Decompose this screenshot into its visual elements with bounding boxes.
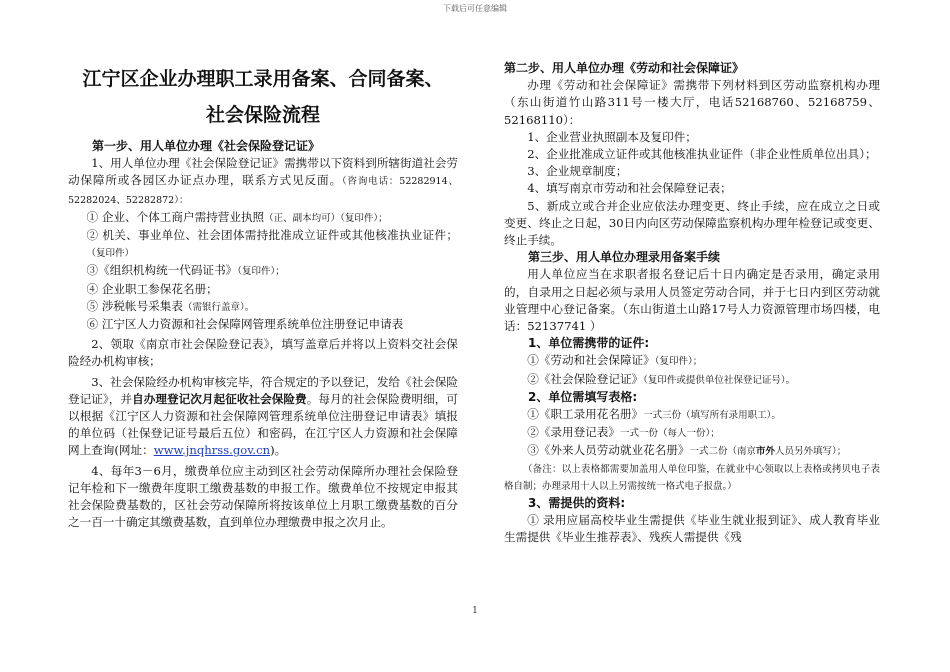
item2-text: ② 机关、事业单位、社会团体需持批准成立证件或其他核准执业证件；	[86, 228, 458, 243]
form-item2-text: ②《录用登记表》	[527, 425, 620, 440]
step2-item-5: 5、新成立或合并企业应依法办理变更、终止手续，应在成立之日或变更、终止之日起，30日内向区劳动保障监察机构办理年检登记或变更、终止手续。	[504, 198, 880, 248]
item2-note: （复印件）	[86, 248, 135, 260]
step1-paragraph-3	[68, 374, 458, 460]
step3-subheading-1: 1、单位需携带的证件:	[528, 336, 650, 351]
page-title-line2: 社会保险流程	[205, 104, 320, 126]
p3-bold-text: 自办理登记次月起征收社会保险费	[132, 391, 307, 406]
form-item3-note-b: 人员另外填写）；	[775, 446, 847, 458]
step1-item-5	[68, 298, 458, 316]
step3-subheading-2: 2、单位需填写表格:	[528, 389, 638, 404]
step2-item-4: 4、填写南京市劳动和社会保障登记表；	[527, 181, 732, 196]
step2-item-2: 2、企业批准成立证件或其他核准执业证件（非企业性质单位出具）；	[527, 147, 877, 162]
header-note: 下载后可任意编辑	[443, 4, 507, 13]
item5-note: （需银行盖章）。	[182, 301, 255, 313]
step3-form-item-1	[504, 406, 880, 424]
form-item3-note-a: 一式二份（南京	[689, 446, 757, 458]
docs-item1-note: （复印件）；	[654, 356, 703, 368]
form-item2-note: 一式一份（每人一份）；	[619, 428, 720, 440]
p3-text-b: 。每月的社会保险费明细，可以根据《江宁区人力资源和社会保障网管理系统单位注册登记申请表》填报的单位码（社保登记证号最后五位）和密码，在江宁区人力资源和社会保障网上查询(网址：	[68, 391, 458, 458]
p3-text-a: 3、社会保险经办机构审核完毕，符合规定的予以登记，发给《社会保险登记证》，并	[68, 374, 458, 406]
step3-remark: （备注：以上表格都需要加盖用人单位印鉴，在就业中心领取以上表格或拷贝电子表格自制；办理录用十人以上另需按统一格式电子报盘。）	[504, 463, 880, 492]
item1-note: （正、副本均可）（复印件）；	[264, 212, 388, 224]
step3-materials-item-1: ① 录用应届高校毕业生需提供《毕业生就业报到证》、成人教育毕业生需提供《毕业生推荐表》、残疾人需提供《残	[504, 513, 880, 545]
form-item1-note: 一式三份（填写所有录用职工）。	[643, 410, 781, 422]
item1-text: ① 企业、个体工商户需持营业执照	[86, 209, 265, 224]
p1-phone: （咨询电话：52282914、52282024、52282872）：	[68, 176, 458, 206]
step1-item-1	[68, 209, 458, 227]
step3-docs-item-1	[504, 352, 880, 370]
step1-item-6: ⑥ 江宁区人力资源和社会保障网管理系统单位注册登记申请表	[86, 317, 404, 332]
p1-text: 1、用人单位办理《社会保险登记证》需携带以下资料到所辖街道社会劳动保障所或各园区办证点办理，联系方式见反面。	[68, 156, 458, 188]
step1-heading: 第一步、用人单位办理《社会保险登记证》	[92, 139, 321, 153]
step3-form-item-3	[504, 442, 880, 460]
form-item3-text: ③《外来人员劳动就业花名册》	[527, 443, 690, 458]
step2-item-1: 1、企业营业执照副本及复印件；	[527, 129, 697, 144]
form-item3-note-bold: 市外	[756, 446, 776, 458]
page-title: 江宁区企业办理职工录用备案、合同备案、	[82, 68, 444, 90]
step1-paragraph-2: 2、领取《南京市社会保险登记表》，填写盖章后并将以上资料交社会保险经办机构审核；	[68, 337, 458, 369]
step1-paragraph-4: 4、每年3－6月，缴费单位应主动到区社会劳动保障所办理社会保险登记年检和下一缴费年度职工缴费基数的申报工作。缴费单位不按规定申报其社会保险费基数的，区社会劳动保障所将按该单位上月职工缴费基数的百分之一百一十确定其缴费基数，直到单位办理缴费申报之次月止。	[68, 463, 458, 530]
item5-text: ⑤ 涉税帐号采集表	[86, 298, 183, 313]
step1-paragraph-1	[68, 155, 458, 209]
step1-item-2	[68, 227, 458, 262]
step3-intro: 用人单位应当在求职者报名登记后十日内确定是否录用，确定录用的，自录用之日起必须与录用人员签定劳动合同，并于七日内到区劳动就业管理中心登记备案。（东山街道土山路17号人力资源管理市场四楼，电话：52137741 ）	[504, 267, 880, 334]
website-link[interactable]: www.jnqhrss.gov.cn	[153, 443, 271, 458]
step1-item-4: ④ 企业职工参保花名册；	[86, 281, 218, 296]
docs-item2-text: ②《社会保险登记证》	[527, 371, 644, 386]
docs-item2-note: （复印件或提供单位社保登记证号）。	[643, 374, 796, 386]
form-item1-text: ①《职工录用花名册》	[527, 407, 644, 422]
docs-item1-text: ①《劳动和社会保障证》	[527, 353, 655, 368]
step3-docs-item-2	[504, 371, 880, 389]
right-column	[504, 60, 880, 547]
step3-form-item-2	[504, 424, 880, 442]
item3-text: ③《组织机构统一代码证书》	[86, 263, 238, 278]
step2-item-3: 3、企业规章制度；	[527, 164, 628, 179]
p3-text-c: )。	[270, 443, 287, 458]
page-number: 1	[472, 606, 478, 616]
step3-heading: 第三步、用人单位办理录用备案手续	[528, 250, 721, 265]
step2-heading: 第二步、用人单位办理《劳动和社会保障证》	[504, 61, 745, 75]
step1-item-3	[68, 262, 458, 280]
step2-intro: 办理《劳动和社会保障证》需携带下列材料到区劳动监察机构办理（东山街道竹山路311号一楼大厅，电话52168760、52168759、52168110）：	[504, 78, 880, 127]
item3-note: （复印件）；	[237, 266, 285, 278]
left-column	[68, 60, 458, 531]
step3-subheading-3: 3、需提供的资料:	[528, 496, 626, 511]
